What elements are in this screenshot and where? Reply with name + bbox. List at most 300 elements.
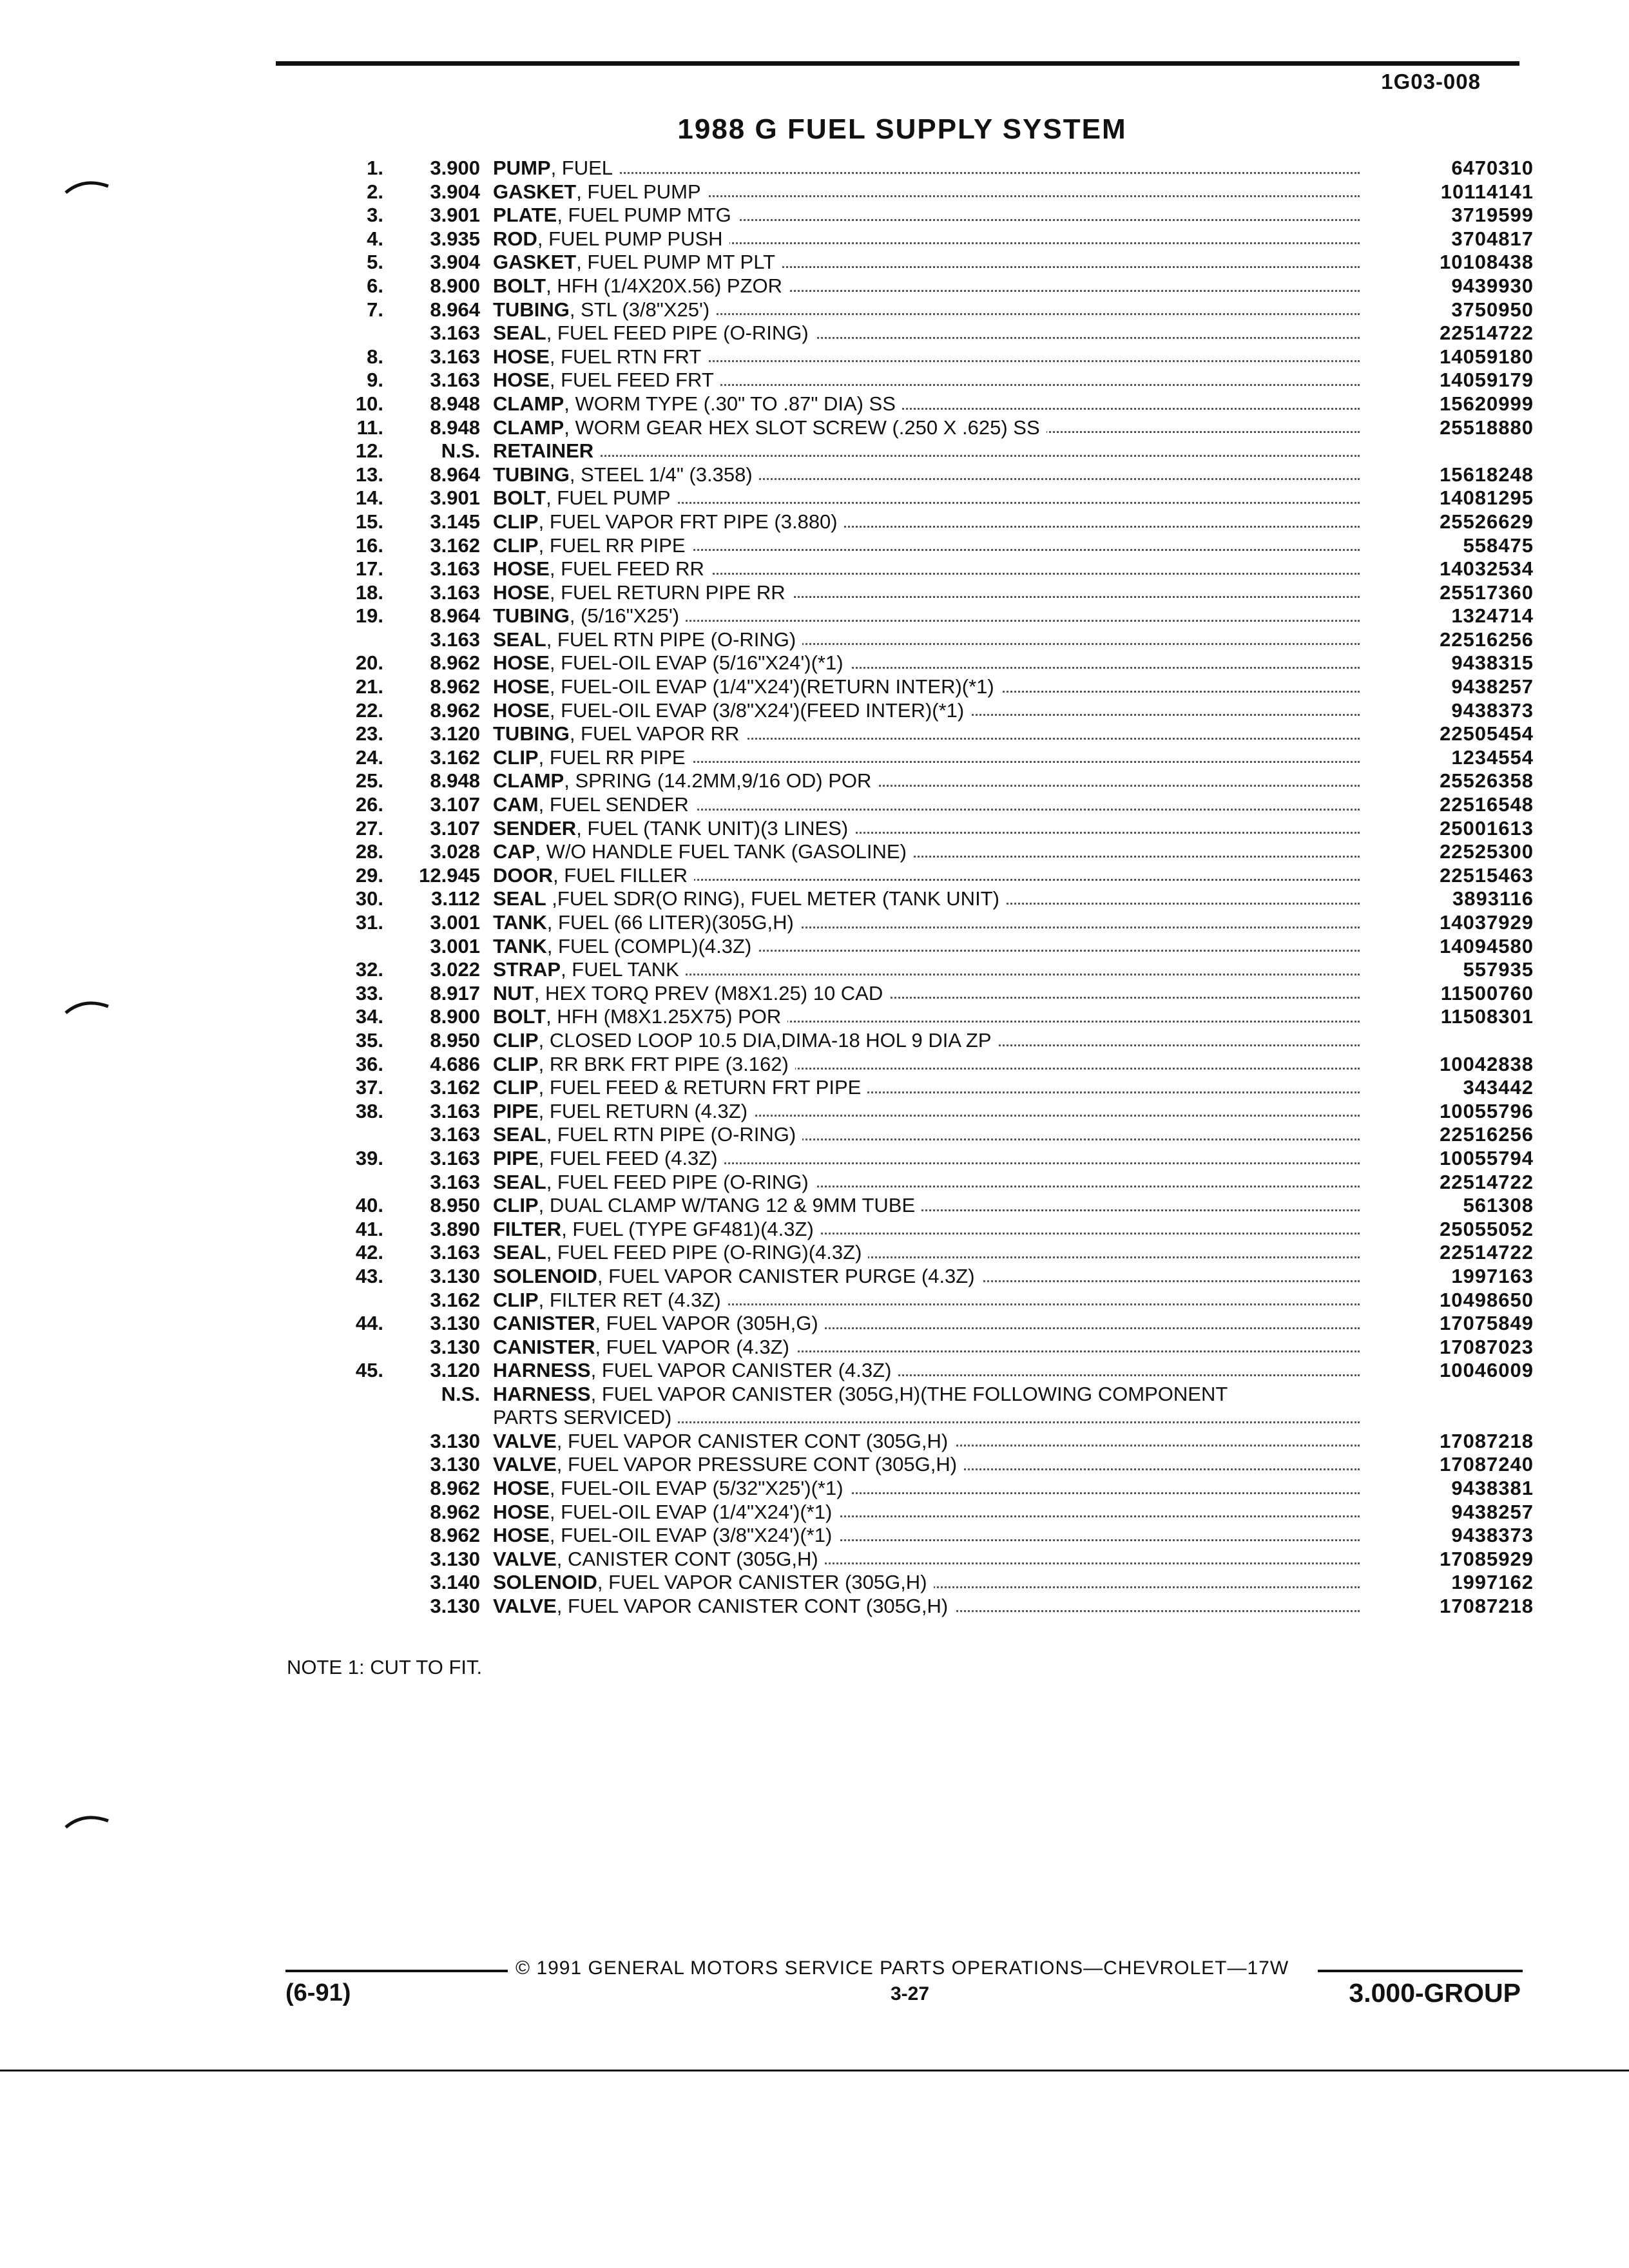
ref-number: 9. (367, 369, 383, 392)
description (493, 1029, 1360, 1053)
group-number: 3.163 (430, 1099, 480, 1122)
part-number: 10046009 (1440, 1359, 1534, 1382)
ref-number: 20. (355, 651, 383, 675)
revision-date: (6-91) (285, 1979, 351, 2006)
part-number: 25055052 (1440, 1217, 1534, 1240)
group-number: 3.130 (430, 1335, 480, 1358)
part-number: 9438257 (1451, 675, 1534, 698)
description (493, 887, 1360, 911)
group-number: 3.901 (430, 486, 480, 510)
part-detail: , FUEL FEED (4.3Z) (538, 1146, 718, 1169)
part-detail: , CLOSED LOOP 10.5 DIA,DIMA-18 HOL 9 DIA ZP (538, 1028, 992, 1052)
group-number: 3.162 (430, 1288, 480, 1311)
part-detail: , FUEL SENDER (538, 793, 689, 816)
part-name: GASKET (493, 251, 577, 274)
part-number: 3704817 (1451, 227, 1534, 250)
header-rule (276, 61, 1519, 66)
part-detail: , WORM GEAR HEX SLOT SCREW (.250 X .625) SS (564, 416, 1040, 439)
part-detail: , FUEL (COMPL)(4.3Z) (546, 934, 752, 957)
ref-number: 26. (355, 793, 383, 816)
part-row (322, 1571, 1534, 1595)
ref-number: 27. (355, 816, 383, 840)
ref-number: 8. (367, 345, 383, 368)
part-detail: , WORM TYPE (.30" TO .87" DIA) SS (564, 392, 896, 415)
footer-rule-left (285, 1970, 508, 1972)
part-number: 25518880 (1440, 416, 1534, 439)
group-number: 8.900 (430, 274, 480, 297)
part-name: CANISTER (493, 1335, 595, 1358)
group-number: 3.130 (430, 1429, 480, 1452)
part-row (322, 1218, 1534, 1242)
description (493, 746, 1360, 770)
part-detail: , FUEL VAPOR CANISTER (305G,H)(THE FOLLOWING COMPONENT (590, 1382, 1228, 1405)
part-row (322, 864, 1534, 888)
part-name: NUT (493, 981, 534, 1004)
group-number: 3.163 (430, 1241, 480, 1264)
part-name: HOSE (493, 557, 550, 581)
ref-number: 45. (355, 1359, 383, 1382)
part-row (322, 1005, 1534, 1029)
leader-dots (493, 169, 1360, 174)
part-detail: , FUEL FEED PIPE (O-RING)(4.3Z) (546, 1241, 862, 1264)
ref-number: 6. (367, 274, 383, 297)
part-row (322, 581, 1534, 605)
part-detail: , FUEL (TANK UNIT)(3 LINES) (576, 816, 849, 840)
group-number: 3.112 (431, 887, 480, 910)
description (493, 345, 1360, 369)
description (493, 439, 1360, 463)
ref-number: 19. (355, 604, 383, 628)
part-row (322, 274, 1534, 298)
ref-number: 40. (355, 1194, 383, 1217)
part-row (322, 1383, 1534, 1430)
group-number: 3.163 (430, 557, 480, 581)
part-detail: , FUEL-OIL EVAP (1/4"X24')(RETURN INTER)(*1) (549, 675, 994, 698)
part-name: HARNESS (493, 1359, 591, 1382)
part-row (322, 604, 1534, 628)
description (493, 675, 1360, 699)
ref-number: 10. (355, 392, 383, 415)
part-number: 9438315 (1451, 651, 1534, 675)
part-name: TANK (493, 911, 547, 934)
part-number: 17087218 (1440, 1429, 1534, 1452)
part-row (322, 1524, 1534, 1548)
part-name: CLIP (493, 745, 539, 769)
group-number: 8.900 (430, 1005, 480, 1028)
description (493, 817, 1360, 841)
part-name: CLIP (493, 1028, 539, 1052)
part-name: DOOR (493, 863, 553, 887)
part-number: 22516256 (1440, 628, 1534, 651)
description (493, 722, 1360, 746)
group-number: 8.962 (430, 1500, 480, 1523)
part-detail: , FUEL (66 LITER)(305G,H) (546, 911, 794, 934)
part-number: 343442 (1463, 1076, 1534, 1099)
part-name: CLIP (493, 533, 539, 557)
part-detail: , FUEL VAPOR CANISTER (305G,H) (597, 1571, 927, 1594)
part-detail: , HFH (M8X1.25X75) POR (546, 1005, 782, 1028)
part-row (322, 1100, 1534, 1124)
page-code: 1G03-008 (1381, 70, 1481, 93)
part-row (322, 180, 1534, 204)
part-detail-continued: PARTS SERVICED) (493, 1406, 678, 1428)
part-row (322, 651, 1534, 675)
ref-number: 17. (355, 557, 383, 581)
description (493, 1005, 1360, 1029)
part-number: 3750950 (1451, 298, 1534, 321)
group-number: 12.945 (419, 863, 480, 887)
group-number: 3.162 (430, 745, 480, 769)
part-name: VALVE (493, 1595, 557, 1618)
part-detail: , FUEL FEED RR (549, 557, 704, 581)
group-number: 8.948 (430, 392, 480, 415)
part-row (322, 392, 1534, 416)
group-number: 3.107 (430, 816, 480, 840)
part-name: CANISTER (493, 1312, 595, 1335)
part-detail: , HFH (1/4X20X.56) PZOR (546, 274, 783, 297)
group-number: N.S. (441, 1382, 480, 1405)
description (493, 392, 1360, 416)
part-number: 14094580 (1440, 934, 1534, 957)
group-number: 3.163 (430, 628, 480, 651)
part-detail: , FUEL VAPOR (4.3Z) (595, 1335, 789, 1358)
group-number: N.S. (441, 439, 480, 463)
part-number: 10055794 (1440, 1146, 1534, 1169)
ref-number: 35. (355, 1028, 383, 1052)
part-row (322, 1477, 1534, 1501)
part-name: CLIP (493, 1194, 539, 1217)
description (493, 604, 1360, 628)
part-number: 1324714 (1451, 604, 1534, 628)
group-number: 8.964 (430, 298, 480, 321)
part-detail: , SPRING (14.2MM,9/16 OD) POR (564, 769, 872, 793)
part-name: SOLENOID (493, 1264, 597, 1287)
part-detail: , FUEL (550, 157, 613, 179)
group-number: 3.120 (430, 722, 480, 745)
part-detail: , FUEL-OIL EVAP (3/8"X24')(FEED INTER)(*1) (549, 698, 965, 722)
description (493, 416, 1360, 440)
group-number: 3.163 (430, 322, 480, 345)
part-name: SOLENOID (493, 1571, 597, 1594)
description (493, 699, 1360, 723)
group-number: 3.900 (430, 157, 480, 179)
part-row (322, 793, 1534, 817)
description (493, 557, 1360, 581)
part-number: 10498650 (1440, 1288, 1534, 1311)
part-name: CAM (493, 793, 539, 816)
ref-number: 25. (355, 769, 383, 793)
group-number: 4.686 (430, 1052, 480, 1075)
group-number: 8.948 (430, 416, 480, 439)
part-name: HOSE (493, 1477, 550, 1500)
part-number: 11508301 (1440, 1005, 1534, 1028)
group-number: 8.950 (430, 1194, 480, 1217)
ref-number: 3. (367, 204, 383, 227)
ref-number: 38. (355, 1099, 383, 1122)
part-number: 25526629 (1440, 510, 1534, 533)
part-row (322, 887, 1534, 911)
ref-number: 24. (355, 745, 383, 769)
part-name: HOSE (493, 651, 550, 675)
part-number: 25526358 (1440, 769, 1534, 793)
part-number: 9438257 (1451, 1500, 1534, 1523)
description (493, 958, 1360, 982)
description (493, 1477, 1360, 1501)
part-row (322, 1336, 1534, 1360)
part-row (322, 322, 1534, 345)
description (493, 204, 1360, 227)
part-name: HOSE (493, 1524, 550, 1547)
part-name: PUMP (493, 157, 551, 179)
part-name: HOSE (493, 1500, 550, 1523)
part-row (322, 1029, 1534, 1053)
part-detail: , FUEL VAPOR RR (569, 722, 740, 745)
part-detail: , FUEL RTN PIPE (O-RING) (546, 628, 796, 651)
part-name: TUBING (493, 298, 570, 321)
group-number: 3.107 (430, 793, 480, 816)
ref-number: 43. (355, 1264, 383, 1287)
part-detail: , FUEL PUMP MTG (557, 204, 731, 227)
part-row (322, 204, 1534, 227)
ref-number: 33. (355, 981, 383, 1004)
part-number: 557935 (1463, 958, 1534, 981)
ref-number: 42. (355, 1241, 383, 1264)
part-number: 14059180 (1440, 345, 1534, 368)
ref-number: 16. (355, 533, 383, 557)
part-detail: , RR BRK FRT PIPE (3.162) (538, 1052, 789, 1075)
part-row (322, 1194, 1534, 1218)
part-detail: , FUEL RTN PIPE (O-RING) (546, 1123, 796, 1146)
part-name: PIPE (493, 1146, 539, 1169)
part-row (322, 699, 1534, 723)
ref-number: 11. (356, 416, 383, 439)
part-row (322, 1289, 1534, 1312)
description (493, 1147, 1360, 1171)
group-number: 3.162 (430, 533, 480, 557)
part-name: BOLT (493, 1005, 546, 1028)
part-name: HARNESS (493, 1382, 591, 1405)
part-detail: , FUEL PUMP MT PLT (576, 251, 776, 274)
group-number: 8.950 (430, 1028, 480, 1052)
description (493, 1241, 1360, 1265)
part-detail: , FUEL FEED FRT (549, 369, 714, 392)
description (493, 1571, 1360, 1595)
group-number: 3.904 (430, 251, 480, 274)
part-row (322, 1265, 1534, 1289)
ref-number: 15. (355, 510, 383, 533)
part-name: CLIP (493, 1052, 539, 1075)
part-row (322, 534, 1534, 558)
description (493, 157, 1360, 180)
part-number: 25517360 (1440, 581, 1534, 604)
group-number: 3.130 (430, 1264, 480, 1287)
part-detail: , FUEL-OIL EVAP (1/4"X24')(*1) (549, 1500, 833, 1523)
part-number: 9438373 (1451, 698, 1534, 722)
footer-rule-right (1318, 1970, 1523, 1972)
description (493, 322, 1360, 345)
group-number: 3.163 (430, 345, 480, 368)
part-row (322, 982, 1534, 1006)
part-name: PIPE (493, 1099, 539, 1122)
part-detail: , FUEL (TYPE GF481)(4.3Z) (561, 1217, 814, 1240)
ref-number: 2. (367, 180, 383, 203)
ref-number: 39. (355, 1146, 383, 1169)
part-name: CLAMP (493, 392, 564, 415)
group-number: 8.962 (430, 651, 480, 675)
part-row (322, 416, 1534, 440)
ref-number: 21. (355, 675, 383, 698)
description (493, 1383, 1360, 1430)
description (493, 1336, 1360, 1360)
description (493, 769, 1360, 793)
part-detail: , FUEL PUMP (546, 486, 671, 510)
ref-number: 28. (355, 840, 383, 863)
description (493, 534, 1360, 558)
part-detail: , FUEL FEED & RETURN FRT PIPE (538, 1076, 862, 1099)
part-row (322, 1548, 1534, 1571)
part-name: TUBING (493, 463, 570, 486)
description (493, 581, 1360, 605)
part-row (322, 557, 1534, 581)
description (493, 1548, 1360, 1571)
part-number: 1234554 (1451, 745, 1534, 769)
copyright: © 1991 GENERAL MOTORS SERVICE PARTS OPERATIONS—CHEVROLET—17W (516, 1957, 1289, 1979)
part-name: SEAL (493, 1241, 546, 1264)
part-number: 14059179 (1440, 369, 1534, 392)
part-detail: , FUEL TANK (561, 958, 679, 981)
description (493, 1123, 1360, 1147)
group-number: 3.130 (430, 1312, 480, 1335)
description (493, 1430, 1360, 1454)
ref-number: 31. (355, 911, 383, 934)
part-row (322, 1123, 1534, 1147)
part-number: 22514722 (1440, 1170, 1534, 1193)
part-detail: , FUEL PUMP PUSH (537, 227, 723, 250)
description (493, 1194, 1360, 1218)
part-detail: , FILTER RET (4.3Z) (538, 1288, 721, 1311)
part-number: 22515463 (1440, 863, 1534, 887)
part-number: 1997162 (1451, 1571, 1534, 1594)
part-row (322, 817, 1534, 841)
part-name: SEAL (493, 887, 546, 910)
group-number: 8.962 (430, 698, 480, 722)
description (493, 1289, 1360, 1312)
part-number: 14081295 (1440, 486, 1534, 510)
group-number: 3.935 (430, 227, 480, 250)
description (493, 628, 1360, 652)
description (493, 1595, 1360, 1619)
part-detail: , FUEL-OIL EVAP (3/8"X24')(*1) (549, 1524, 833, 1547)
part-row (322, 463, 1534, 487)
part-number: 17087218 (1440, 1595, 1534, 1618)
description (493, 1218, 1360, 1242)
group-number: 3.163 (430, 1170, 480, 1193)
part-row (322, 746, 1534, 770)
description (493, 793, 1360, 817)
part-name: SENDER (493, 816, 577, 840)
group-number: 8.917 (430, 981, 480, 1004)
part-number: 3719599 (1451, 204, 1534, 227)
part-name: TUBING (493, 604, 570, 628)
ref-number: 23. (355, 722, 383, 745)
part-row (322, 1147, 1534, 1171)
part-detail: , FUEL RR PIPE (538, 533, 686, 557)
part-row (322, 675, 1534, 699)
bottom-rule (0, 2070, 1629, 2071)
part-name: CLIP (493, 510, 539, 533)
part-number: 17085929 (1440, 1547, 1534, 1570)
ref-number: 13. (355, 463, 383, 486)
leader-dots (493, 452, 1360, 457)
part-detail: , FUEL FEED PIPE (O-RING) (546, 322, 809, 345)
part-name: CLAMP (493, 769, 564, 793)
part-name: HOSE (493, 675, 550, 698)
part-name: CLIP (493, 1076, 539, 1099)
description (493, 1501, 1360, 1524)
part-number: 9439930 (1451, 274, 1534, 297)
ref-number: 29. (355, 863, 383, 887)
part-name: HOSE (493, 369, 550, 392)
part-detail: , FUEL RTN FRT (549, 345, 702, 368)
part-number: 11500760 (1440, 981, 1534, 1004)
part-row (322, 722, 1534, 746)
part-name: SEAL (493, 322, 546, 345)
part-number: 6470310 (1451, 157, 1534, 179)
part-row (322, 157, 1534, 180)
ref-number: 22. (355, 698, 383, 722)
group-number: 3.901 (430, 204, 480, 227)
part-row (322, 769, 1534, 793)
part-detail: , W/O HANDLE FUEL TANK (GASOLINE) (535, 840, 907, 863)
description (493, 227, 1360, 251)
ref-number: 34. (355, 1005, 383, 1028)
part-detail: , FUEL FILLER (553, 863, 688, 887)
part-row (322, 1453, 1534, 1477)
group-number: 8.962 (430, 1477, 480, 1500)
group-number: 3.001 (430, 911, 480, 934)
part-detail: , HEX TORQ PREV (M8X1.25) 10 CAD (534, 981, 883, 1004)
group-number: 8.962 (430, 1524, 480, 1547)
ref-number: 32. (355, 958, 383, 981)
description (493, 1453, 1360, 1477)
part-name: ROD (493, 227, 537, 250)
description (493, 180, 1360, 204)
part-name: SEAL (493, 628, 546, 651)
part-detail: , FUEL VAPOR FRT PIPE (3.880) (538, 510, 838, 533)
part-row (322, 1359, 1534, 1383)
part-row (322, 1171, 1534, 1195)
part-number: 9438373 (1451, 1524, 1534, 1547)
part-row (322, 251, 1534, 274)
group-number: 3.904 (430, 180, 480, 203)
group-number: 3.162 (430, 1076, 480, 1099)
group-number: 3.130 (430, 1547, 480, 1570)
part-name: SEAL (493, 1170, 546, 1193)
part-detail: , FUEL RETURN (4.3Z) (538, 1099, 748, 1122)
part-number: 10114141 (1440, 180, 1534, 203)
part-number: 561308 (1463, 1194, 1534, 1217)
ref-number: 30. (355, 887, 383, 910)
part-number: 17087240 (1440, 1453, 1534, 1476)
part-number: 558475 (1463, 533, 1534, 557)
part-row (322, 1501, 1534, 1524)
group-number: 3.130 (430, 1595, 480, 1618)
group-number: 3.163 (430, 581, 480, 604)
part-number: 1997163 (1451, 1264, 1534, 1287)
description (493, 251, 1360, 274)
part-row (322, 911, 1534, 935)
ref-number: 12. (355, 439, 383, 463)
